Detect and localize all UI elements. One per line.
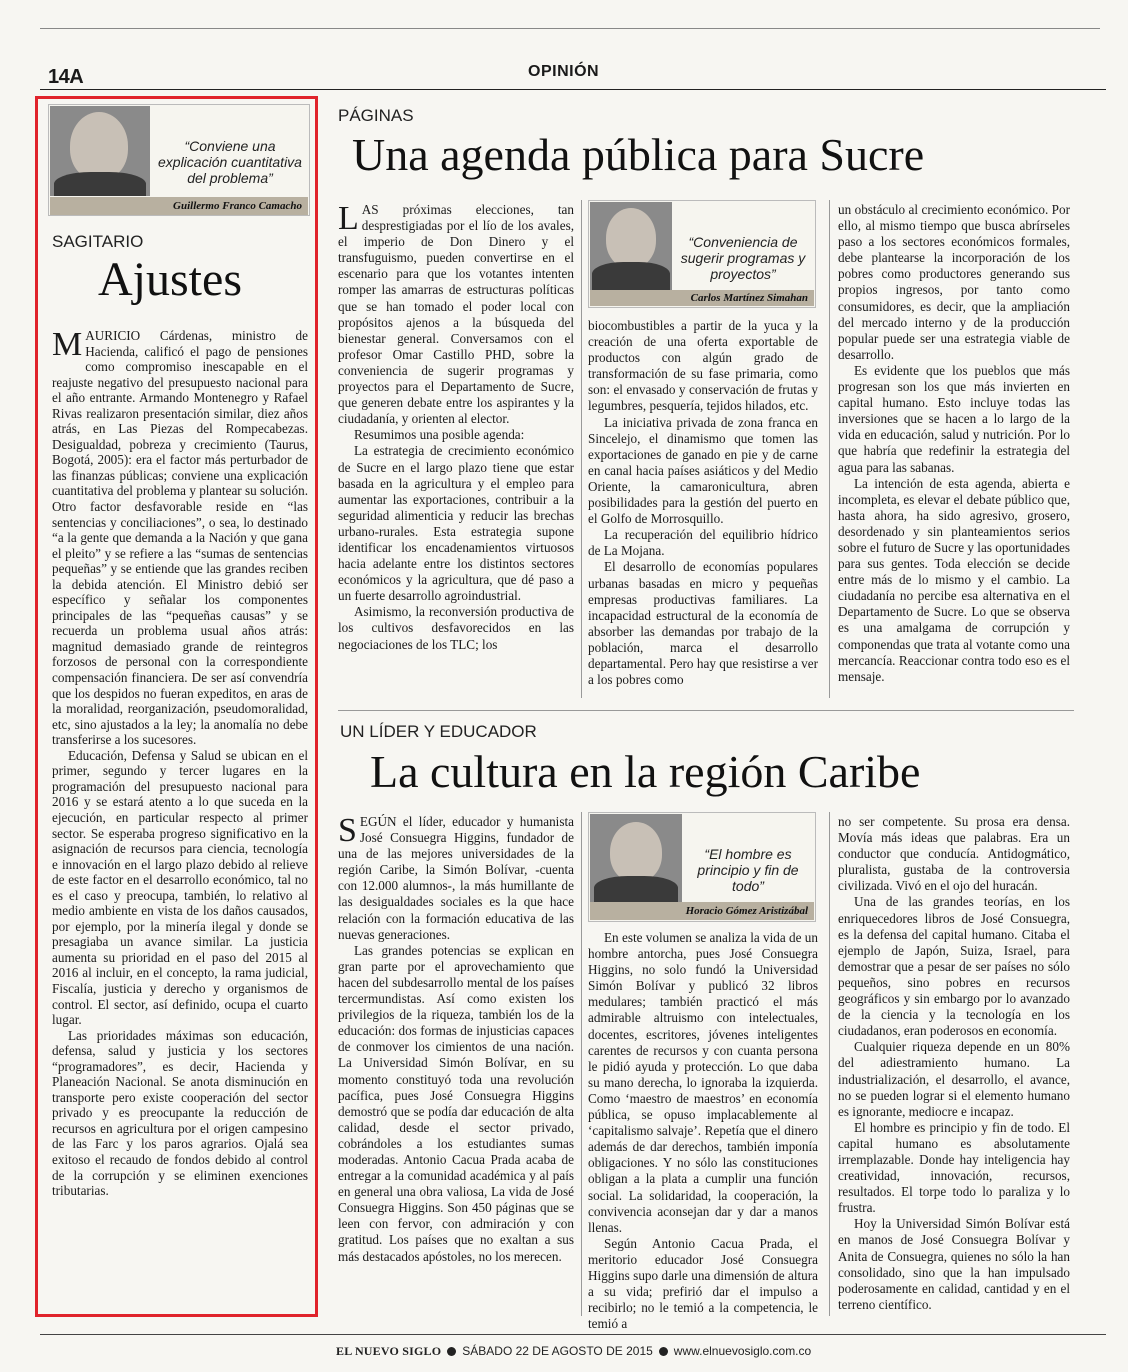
paragraph: Educación, Defensa y Salud se ubican en el primer, segundo y tercer lugares en la programación del presupuesto nacional para 2016 y se estará atento a lo que suceda en la ejecución, en particular respecto al primer sector. Se esperaba progreso significativo en la asignación de recursos para ciencia, tecnología e innovación en el largo plazo debido al relieve de este factor en el desarrollo económico, tal no es el caso y preocupa, también, lo relativo al medio ambiente en vista de los daños causados, por ejemplo, por la minería ilegal y donde se presagiaba un avance similar. La justicia aumenta su prioridad en el paso del 2015 al 2016 al incluir, en el concepto, la rama judicial, Fiscalía, justicia y derecho y organismos de control. El sector, así definido, ocupa el cuarto lugar. xyxy=(52,747,308,1028)
paragraph: Las grandes potencias se explican en gran parte por el aprovechamiento que hacen del subdesarrollo mental de los países tercermundistas. Así como existen los privilegios de la riqueza, también los de la educación: dos formas de injusticias capaces de conmover los cimientos de una nación. La Universidad Simón Bolívar, en su momento constituyó toda una revolución pacífica, pues José Consuegra Higgins demostró que se podía dar educación de alta calidad, desde el sector privado, cobrándoles a los estudiantes sumas moderadas. Antonio Cacua Prada acaba de entregar a la comunidad académica y al país en general una obra valiosa, La vida de José Consuegra Higgins. Son 450 páginas que se leen con fervor, con admiración y con gratitud. Los países que no exaltan a sus más destacados apóstoles, no los merecen. xyxy=(338,942,574,1264)
paragraph: biocombustibles a partir de la yuca y la creación de una oferta exportable de productos con algún grado de transformación de su fase primaria, como son: el envasado y conservación de frutas y legumbres, pesquería, tejidos hilados, etc. xyxy=(588,318,818,414)
article-cultura-col-1 xyxy=(338,814,574,1314)
footer-url[interactable]: www.elnuevosiglo.com.co xyxy=(673,1344,812,1358)
article-separator xyxy=(338,710,1074,711)
paragraph: Las prioridades máximas son educación, defensa, salud y justicia y los sectores “programadores”, es decir, Hacienda y Planeación Nacional. Se anota disminución en transporte pero existe cooperación del sector privado y es preocupante la reducción de recursos en agricultura por el origen campesino de las Farc y los paros agrarios. Ojalá sea exitoso el recaudo de fondos debido al control de la corrupción y se eliminen exenciones tributarias. xyxy=(52,1027,308,1199)
column-rule xyxy=(829,200,830,698)
paragraph: La recuperación del equilibrio hídrico de La Mojana. xyxy=(588,527,818,559)
paragraph: La estrategia de crecimiento económico de Sucre en el largo plazo tiene que estar basada en la agricultura y el empleo para aumentar las exportaciones, contribuir a la seguridad alimenticia y reducir las brechas urbano-rurales. Esta estrategia supone identificar los encadenamientos virtuosos hacia adelante entre los distintos sectores económicos y la agricultura, que dé paso a un fuerte desarrollo agroindustrial. xyxy=(338,443,574,604)
paragraph: un obstáculo al crecimiento económico. Por ello, al mismo tiempo que busca abrírseles paso a los sectores económicos formales, debe plantearse la incorporación de los pobres como productores generando sus propios ingresos, por tanto como consumidores, es decir, que la ampliación del mercado interno y de la producción popular puede ser una estrategia viable de desarrollo. xyxy=(838,202,1070,362)
paragraph: Asimismo, la reconversión productiva de los cultivos desfavorecidos en las negociaciones de los TLC; los xyxy=(338,604,574,652)
dropcap: S xyxy=(338,812,357,849)
article-agenda-col-3 xyxy=(838,202,1070,696)
dropcap: M xyxy=(52,326,83,363)
bullet-icon xyxy=(659,1347,668,1356)
paragraph: Una de las grandes teorías, en los enriquecedores libros de José Consuegra, es la defensa del capital humano. Citaba el ejemplo de Japón, Suiza, Israel, para demostrar que a pesar de ser países no sólo pequeños, sino pobres en recursos geográficos y sin embargo por lo avanzado de la ciencia y la tecnología en los ciudadanos, eran poderosos en economía. xyxy=(838,894,1070,1039)
author-photo-gomez xyxy=(590,814,682,902)
column-rule xyxy=(581,200,582,698)
paragraph: EGÚN el líder, educador y humanista José Consuegra Higgins, fundador de una de las mejores universidades de la región Caribe, la Simón Bolívar, -cuenta con 12.000 alumnos-, la más humillante de las desigualdades sociales es la que hace relación con la formación educativa de las nuevas generaciones. xyxy=(338,814,574,942)
article-cultura-col-2 xyxy=(588,930,818,1332)
author-name-martinez: Carlos Martínez Simahan xyxy=(590,290,814,306)
article-agenda-col-2 xyxy=(588,318,818,698)
headline-cultura-caribe: La cultura en la región Caribe xyxy=(370,746,921,797)
paragraph: El hombre es principio y fin de todo. El capital humano es absolutamente irremplazable. Donde hay inteligencia hay creatividad, innovación, recursos, resultados. El torpe todo lo paraliza y lo frustra. xyxy=(838,1119,1070,1216)
paragraph: AS próximas elecciones, tan desprestigiadas por el lío de los avales, el imperio de Don Dinero y el transfuguismo, pueden convertirse en el escenario para que los votantes intenten romper las amarras de estructuras políticas que se han tomado el poder local con propósitos ajenos a la búsqueda del bienestar general. Conversamos con el profesor Omar Castillo PHD, sobre la conveniencia de sugerir programas y proyectos para el Departamento de Sucre, que generen debate entre los aspirantes y la ciudadanía, y orienten al elector. xyxy=(338,202,574,427)
paragraph: Hoy la Universidad Simón Bolívar está en manos de José Consuegra Bolívar y Anita de Consuegra, quienes no sólo la han consolidado, sino que la han impulsado poderosamente en calidad, cantidad y en el terreno científico. xyxy=(838,1216,1070,1312)
top-rule xyxy=(40,28,1100,29)
author-photo-martinez xyxy=(590,202,672,290)
article-cultura-col-3 xyxy=(838,814,1070,1314)
column-rule xyxy=(829,812,830,1316)
paragraph: Resumimos una posible agenda: xyxy=(354,427,525,443)
footer-masthead: EL NUEVO SIGLO xyxy=(336,1344,442,1358)
author-quote-gomez: “El hombre es principio y fin de todo” xyxy=(697,846,799,894)
article-ajustes-body xyxy=(52,328,308,1318)
kicker-paginas: PÁGINAS xyxy=(338,106,414,125)
section-rule xyxy=(40,89,1106,90)
article-agenda-col-1 xyxy=(338,202,574,698)
author-name-franco: Guillermo Franco Camacho xyxy=(50,197,308,215)
section-label: OPINIÓN xyxy=(528,63,600,80)
author-quote-martinez: “Conveniencia de sugerir programas y proyectos” xyxy=(680,234,806,282)
paragraph: Según Antonio Cacua Prada, el meritorio educador José Consuegra Higgins supo darle una dimensión de altura a su vida; prefirió dar el impulso a recibirlo; no le temió a la competencia, le temió a xyxy=(588,1235,818,1332)
author-name-gomez: Horacio Gómez Aristizábal xyxy=(590,902,814,920)
footer-date: SÁBADO 22 DE AGOSTO DE 2015 xyxy=(462,1344,653,1358)
paragraph: El desarrollo de economías populares urbanas basadas en micro y pequeñas empresas productivas familiares. La incapacidad estructural de la economía de absorber las demandas por trabajo de la población, marca el desarrollo departamental. Pero hay que resistirse a ver a los pobres como xyxy=(588,559,818,688)
column-rule xyxy=(581,812,582,1316)
page-number: 14A xyxy=(48,66,84,88)
paragraph: La intención de esta agenda, abierta e incompleta, es elevar el debate público que, hasta ahora, ha sido agresivo, grosero, desordenado y sin planteamientos serios sobre el futuro de Sucre y las oportunidades para sus gentes. Toda elección se decide entre más de lo mismo y el cambio. La ciudadanía no percibe esa alternativa en el Departamento de Sucre. Lo que se observa es una amalgama de corrupción y componendas que trata al votante como una mercancía. Reaccionar contra todo eso es el mensaje. xyxy=(838,475,1070,684)
kicker-sagitario: SAGITARIO xyxy=(52,232,144,251)
author-quote-franco: “Conviene una explicación cuantitativa del problema” xyxy=(158,138,302,186)
kicker-lider-educador: UN LÍDER Y EDUCADOR xyxy=(340,722,537,741)
author-photo-franco xyxy=(50,106,150,196)
bullet-icon xyxy=(447,1347,456,1356)
headline-agenda-sucre: Una agenda pública para Sucre xyxy=(352,129,925,180)
paragraph: Cualquier riqueza depende en un 80% del adiestramiento humano. La industrialización, el desarrollo, el avance, no se pueden lograr si el elemento humano es ignorante, mediocre e incapaz. xyxy=(838,1039,1070,1119)
paragraph: no ser competente. Su prosa era densa. Movía más ideas que palabras. Era un conductor que conducía. Antidogmático, pluralista, gustaba de la controversia civilizada. Vivó en el ojo del huracán. xyxy=(838,814,1070,894)
paragraph: Es evidente que los pueblos que más progresan son los que más invierten en capital humano. Esto incluye todas las inversiones que se hacen a lo largo de la vida en educación, salud y nutrición. Por lo que habría que redefinir la estrategia del agua para las sabanas. xyxy=(838,362,1070,475)
paragraph: En este volumen se analiza la vida de un hombre antorcha, pues José Consuegra Higgins, no solo fundó la Universidad Simón Bolívar y publicó 32 libros medulares; también practicó el más admirable altruismo con intelectuales, docentes, escritores, jóvenes inteligentes carentes de recursos y con cuanta persona le pidió ayuda y protección. Lo que daba su mano derecha, lo ignoraba la izquierda. Como ‘maestro de maestros’ en economía pública, se opuso implacablemente al ‘capitalismo salvaje’. Repetía que el dinero además de dar derechos, también imponía obligaciones. Y no sólo las constituciones obligan a la plata a cumplir una función social. La solidaridad, la cooperación, la convivencia aconsejan dar y dar a manos llenas. xyxy=(588,930,818,1235)
dropcap: L xyxy=(338,200,359,237)
page-footer xyxy=(336,1344,811,1359)
paragraph: AURICIO Cárdenas, ministro de Hacienda, calificó el pago de pensiones como compromiso inescapable en el reajuste negativo del presupuesto nacional para el año entrante. Armando Montenegro y Rafael Rivas realizaron presentación similar, diez años atrás, en Las Piezas del Rompecabezas. Desigualdad, pobreza y crecimiento (Taurus, Bogotá, 2005): era el factor más perturbador de las finanzas públicas; conviene una explicación cuantitativa del problema y plantear su solución. Otro factor desfavorable reside en “las sentencias y conciliaciones”, o sea, lo destinado “a la gente que demanda a la Nación y que gana el pleito” y se refiere a las “sumas de sentencias pequeñas” y se entiende que las grandes reciben la debida atención. El Ministro debió ser específico y señalar los componentes principales de las “pequeñas causas” y se recuerda un problema usual años atrás: magnitud demasiado grande de reintegros forzosos de personal con la correspondiente compensación financiera. De ser así convendría que los despidos no fueran expeditos, en aras de la moralidad, reorganización, pseudomoralidad, etc, sino ajustados a la ley; la anomalía no debe transferirse a los sucesores. xyxy=(52,328,308,748)
headline-ajustes: Ajustes xyxy=(98,253,242,306)
paragraph: La iniciativa privada de zona franca en Sincelejo, el dinamismo que tomen las exportaciones de ganado en pie y de carne en canal hacia países asiáticos y del Medio Oriente, la camaronicultura, abren posibilidades para la gestión del puerto en el Golfo de Morrosquillo. xyxy=(588,414,818,527)
footer-rule xyxy=(40,1334,1106,1335)
